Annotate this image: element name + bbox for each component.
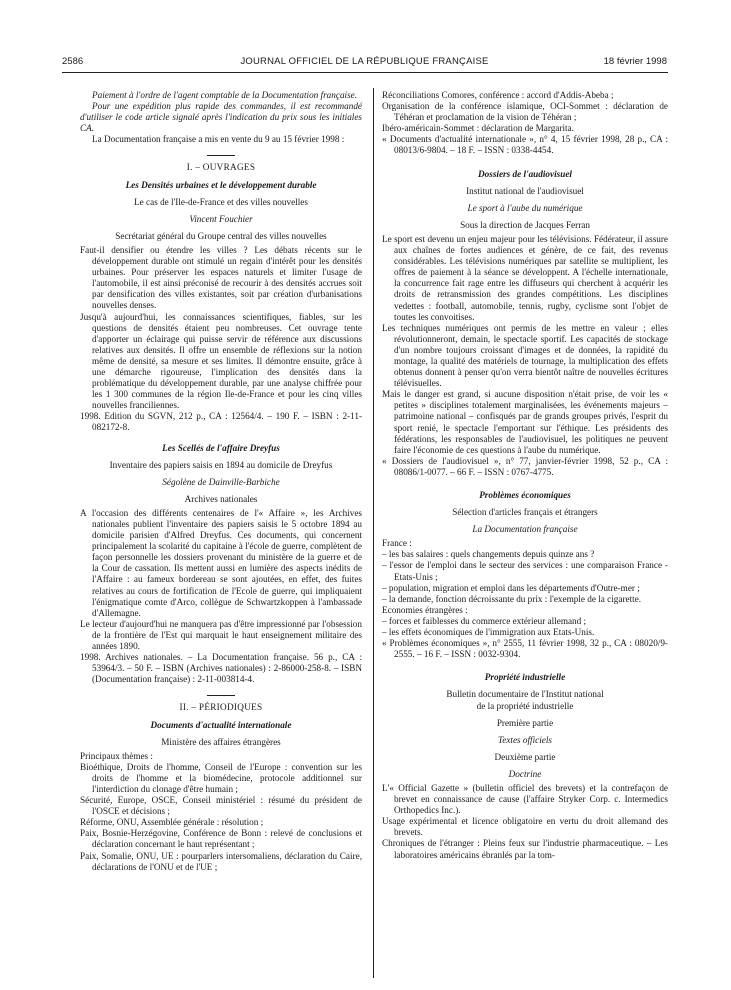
periodical-paragraph: Mais le danger est grand, si aucune disposition n'était prise, de voir les « petites » disciplines totalement marginalisées, les événements majeurs – patrimoine national – confisqués par de grands groupes privés, l'esprit du sport renié, le spectacle l'emportant sur l'éthique. Les présidents des fédérations, les responsables de l'audiovisuel, les politiques ne peuvent faire l'économie de ces questions à l'aube du numérique. [382, 389, 668, 455]
part-subheading: Doctrine [508, 768, 542, 779]
periodical-paragraph: Le sport est devenu un enjeu majeur pour les télévisions. Fédérateur, il assure aux chaînes de fortes audiences et génère, de ce fait, des revenus considérables. Les télévisions numériques par satellite se multiplient, les offres de paiement à la séance se développent. A l'échelle internationale, la concurrence fait rage entre les diffuseurs qui cherchent à acquérir les droits de retransmission des grandes compétitions. Les disciplines vedettes : football, automobile, tennis, rugby, cyclisme sont l'objet de toutes les convoitises. [382, 233, 668, 322]
part-subheading: Textes officiels [497, 734, 552, 745]
book-paragraph: Jusqu'à aujourd'hui, les connaissances scientifiques, fiables, sur les questions de densités étaient peu nombreuses. Cet ouvrage tente d'apporter un éclairage qui puisse servir de référence aux discussions relatives aux densités. Il offre un ensemble de réflexions sur la notion même de densité, sa mesure et ses limites. Il démontre ensuite, grâce à une démarche rigoureuse, l'implication des densités dans la problématique du développement durable, par une analyse chiffrée pour les 1 300 communes de la région Ile-de-France et pour les cinq villes nouvelles franciliennes. [80, 311, 362, 411]
book-paragraph: Le lecteur d'aujourd'hui ne manquera pas d'être impressionné par l'obsession de la frontière de l'Est qui marquait le haut enseignement militaire des années 1890. [80, 618, 362, 652]
periodical-organisation: La Documentation française [472, 524, 578, 535]
periodical-subtitle: Le sport à l'aube du numérique [467, 202, 583, 213]
periodical-organisation: Institut national de l'audiovisuel [466, 185, 584, 196]
periodical-reference: « Documents d'actualité internationale », n° 4, 15 février 1998, 28 p., CA : 08013/6-9804. – 18 F. – ISSN : 0338-4454. [382, 134, 668, 156]
intro-payment: Paiement à l'ordre de l'agent comptable de la Documentation française. [92, 90, 358, 100]
periodical-subtitle: Sélection d'articles français et étrangers [452, 507, 598, 518]
group-label: Economies étrangères : [382, 604, 468, 615]
book-author: Vincent Fouchier [189, 213, 253, 224]
book-title: Les Densités urbaines et le développement durable [125, 179, 317, 190]
book-paragraph: A l'occasion des différents centenaires de l'« Affaire », les Archives nationales publient l'inventaire des papiers saisis le 5 octobre 1894 au domicile parisien d'Alfred Dreyfus. Ces documents, qui concernent principalement la scolarité du capitaine à l'école de guerre, complètent de façon personnelle les dossiers provenant du ministère de la guerre et de la Cour de cassation. Ils mettent aussi en lumière des aspects inédits de l'Affaire : au fameux bordereau se sont ajoutées, en effet, des fuites relatives au cours de fortification de l'Ecole de guerre, qui impliquaient l'énigmatique comte d'Arco, collègue de Schwartzkoppen à l'ambassade d'Allemagne. [80, 507, 362, 618]
group-label: France : [382, 538, 412, 549]
book-paragraph: Faut-il densifier ou étendre les villes ? Les débats récents sur le développement durable ont stimulé un regain d'intérêt pour les densités urbaines. Pour préserver les espaces naturels et limiter l'usage de l'automobile, il est ainsi préconisé de recourir à des densités accrues soit par densification des villes existantes, soit par création d'urbanisations nouvelles denses. [80, 244, 362, 311]
book-organisation: Archives nationales [184, 493, 258, 504]
book-title: Les Scellés de l'affaire Dreyfus [162, 442, 280, 453]
theme-item: Paix, Somalie, ONU, UE : pourparlers intersomaliens, déclaration du Caire, déclarations de l'ONU et de l'UE ; [80, 850, 362, 872]
list-item: Usage expérimental et licence obligatoire en vertu du droit allemand des brevets. [382, 816, 668, 838]
book-reference: 1998. Archives nationales. – La Documentation française. 56 p., CA : 53964/3. – 50 F. – ISBN (Archives nationales) : 2-86000-258-8. – ISBN (Documentation française) : 2-11-003814-4. [80, 652, 362, 685]
theme-item: Organisation de la conférence islamique, OCI-Sommet : déclaration de Téhéran et proclamation de la vision de Téhéran ; [382, 101, 668, 123]
book-subtitle: Inventaire des papiers saisis en 1894 au domicile de Dreyfus [109, 459, 333, 470]
list-item: – l'essor de l'emploi dans le secteur des services : une comparaison France - Etats-Unis ; [382, 560, 668, 582]
periodical-reference: « Problèmes économiques », n° 2555, 11 février 1998, 32 p., CA : 08020/9-2555. – 16 F. – ISSN : 0032-9304. [382, 638, 668, 660]
list-item: L'« Official Gazette » (bulletin officiel des brevets) et la contrefaçon de brevet en connaissance de cause (l'affaire Stryker Corp. c. Intermedics Orthopedics Inc.). [382, 782, 668, 816]
periodical-subtitle: Bulletin documentaire de l'Institut national [446, 689, 604, 700]
periodical-organisation: Ministère des affaires étrangères [161, 736, 281, 747]
part-heading: Deuxième partie [494, 751, 556, 762]
periodical-title: Propriété industrielle [484, 672, 566, 683]
periodical-reference: « Dossiers de l'audiovisuel », n° 77, janvier-février 1998, 52 p., CA : 08086/1-0077. – 66 F. – ISSN : 0767-4775. [382, 455, 668, 477]
book-organisation: Secrétariat général du Groupe central des villes nouvelles [115, 230, 327, 241]
right-column [382, 90, 668, 861]
theme-item: Réforme, ONU, Assemblée générale : résolution ; [80, 817, 264, 828]
issue-date: 18 février 1998 [603, 56, 667, 67]
periodical-title: Documents d'actualité internationale [150, 719, 292, 730]
section-rule [207, 155, 235, 156]
book-author: Ségolène de Dainville-Barbiche [162, 476, 280, 487]
left-column [80, 90, 362, 873]
list-item: – la demande, fonction décroissante du prix : l'exemple de la cigarette. [382, 593, 642, 604]
section-title-ouvrages: I. – OUVRAGES [186, 162, 256, 173]
theme-item: Sécurité, Europe, OSCE, Conseil ministériel : résumé du président de l'OSCE et décisions ; [80, 795, 362, 817]
section-rule [207, 695, 235, 696]
page-header [62, 56, 667, 70]
book-reference: 1998. Edition du SGVN, 212 p., CA : 12564/4. – 190 F. – ISBN : 2-11-082172-8. [80, 411, 362, 433]
section-title-periodiques: II. – PÉRIODIQUES [179, 702, 263, 713]
list-item: – population, migration et emploi dans les départements d'Outre-mer ; [382, 582, 640, 593]
theme-item: Bioéthique, Droits de l'homme, Conseil de l'Europe : convention sur les droits de l'homme et la biomédecine, protocole additionnel sur l'interdiction du clonage d'être humain ; [80, 761, 362, 794]
periodical-title: Dossiers de l'audiovisuel [478, 168, 572, 179]
list-item: – forces et faiblesses du commerce extérieur allemand ; [382, 615, 587, 626]
header-rule [62, 72, 668, 73]
list-item: – les bas salaires : quels changements depuis quinze ans ? [382, 549, 595, 560]
periodical-subtitle: de la propriété industrielle [476, 700, 574, 711]
column-divider [373, 88, 374, 978]
theme-item: Ibéro-américain-Sommet : déclaration de Margarita. [382, 123, 574, 134]
theme-item: Réconciliations Comores, conférence : accord d'Addis-Abeba ; [382, 90, 614, 100]
theme-item: Paix, Bosnie-Herzégovine, Conférence de Bonn : relevé de conclusions et déclaration concernant le haut représentant ; [80, 828, 362, 850]
list-item: – les effets économiques de l'immigration aux Etats-Unis. [382, 627, 595, 638]
periodical-paragraph: Les techniques numériques ont permis de les mettre en valeur ; elles révolutionneront, demain, le spectacle sportif. Les capacités de stockage d'un nombre toujours croissant d'images et de données, la rapidité du montage, la qualité des matériels de tournage, la multiplication des effets obtenus donnent à penser qu'on verra bientôt naître de nouvelles écritures télévisuelles. [382, 322, 668, 389]
periodical-direction: Sous la direction de Jacques Ferran [460, 219, 590, 230]
part-heading: Première partie [496, 717, 554, 728]
journal-title: JOURNAL OFFICIEL DE LA RÉPUBLIQUE FRANÇAISE [240, 56, 489, 67]
intro-sales: La Documentation française a mis en vente du 9 au 15 février 1998 : [92, 134, 345, 145]
book-subtitle: Le cas de l'Ile-de-France et des villes nouvelles [134, 196, 308, 207]
list-item: Chroniques de l'étranger : Pleins feux sur l'industrie pharmaceutique. – Les laboratoires américains ébranlés par la tom- [382, 838, 668, 860]
page-number: 2586 [62, 56, 84, 67]
intro-shipping: Pour une expédition plus rapide des commandes, il est recommandé d'utiliser le code article signalé après l'indication du prix sous les initiales CA. [80, 101, 362, 134]
themes-label: Principaux thèmes : [80, 750, 153, 761]
periodical-title: Problèmes économiques [479, 490, 571, 500]
